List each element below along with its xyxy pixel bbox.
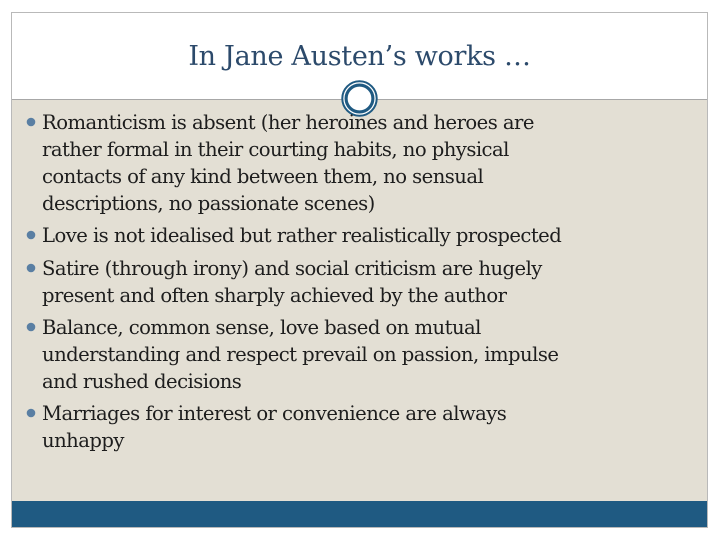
bullet-text-line: descriptions, no passionate scenes) (42, 192, 375, 215)
bullet-list (25, 109, 690, 459)
bullet-dot-icon (25, 262, 37, 274)
list-item (25, 222, 690, 249)
bullet-text-line: Romanticism is absent (her heroines and heroes are (42, 111, 534, 134)
bullet-text-line: understanding and respect prevail on passion, impulse (42, 343, 559, 366)
bullet-dot-icon (25, 321, 37, 333)
list-item (25, 109, 690, 217)
bullet-text-line: Balance, common sense, love based on mutual (42, 316, 481, 339)
bullet-text-line: Love is not idealised but rather realistically prospected (42, 224, 562, 247)
bullet-dot-icon (25, 116, 37, 128)
bullet-text-line: Marriages for interest or convenience are always (42, 402, 507, 425)
bullet-text-line: and rushed decisions (42, 370, 242, 393)
bullet-text-line: Satire (through irony) and social criticism are hugely (42, 257, 542, 280)
bullet-text-line: present and often sharply achieved by the author (42, 284, 507, 307)
bullet-text-line: rather formal in their courting habits, no physical (42, 138, 509, 161)
bullet-text-line: unhappy (42, 429, 124, 452)
slide-title: In Jane Austen’s works … (188, 41, 531, 72)
bullet-dot-icon (25, 229, 37, 241)
footer-bar (12, 501, 707, 527)
bullet-text-line: contacts of any kind between them, no sensual (42, 165, 484, 188)
list-item (25, 314, 690, 395)
list-item (25, 255, 690, 309)
list-item (25, 400, 690, 454)
bullet-dot-icon (25, 407, 37, 419)
